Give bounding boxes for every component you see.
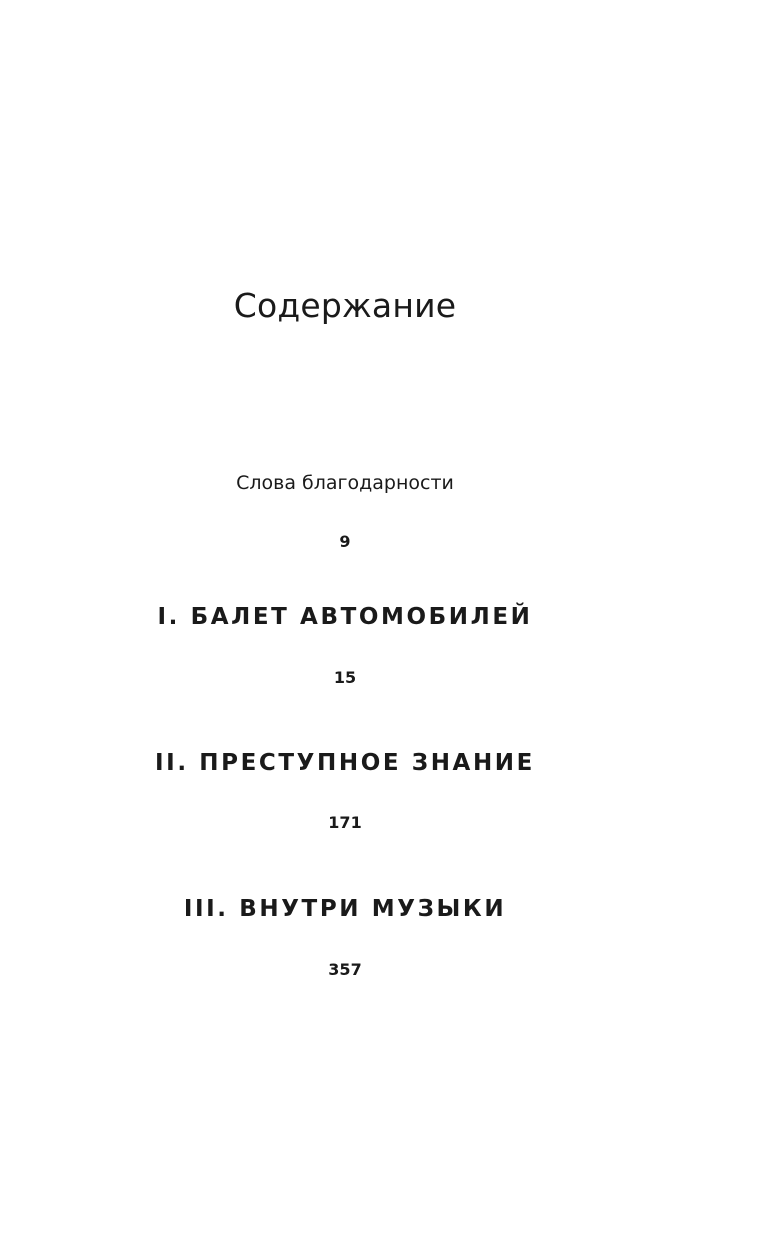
toc-entry-part-1: I. БАЛЕТ АВТОМОБИЛЕЙ bbox=[157, 604, 533, 630]
toc-page-number: 357 bbox=[328, 960, 362, 979]
toc-entry-part-2: II. ПРЕСТУПНОЕ ЗНАНИЕ bbox=[155, 750, 535, 776]
toc-entry-acknowledgements: Слова благодарности bbox=[236, 472, 454, 494]
toc-page-number: 171 bbox=[328, 813, 362, 832]
toc-entry-part-3: III. ВНУТРИ МУЗЫКИ bbox=[183, 896, 507, 922]
toc-page-number: 9 bbox=[339, 532, 351, 551]
page-title: Содержание bbox=[233, 286, 457, 325]
toc-page-number: 15 bbox=[333, 668, 357, 687]
